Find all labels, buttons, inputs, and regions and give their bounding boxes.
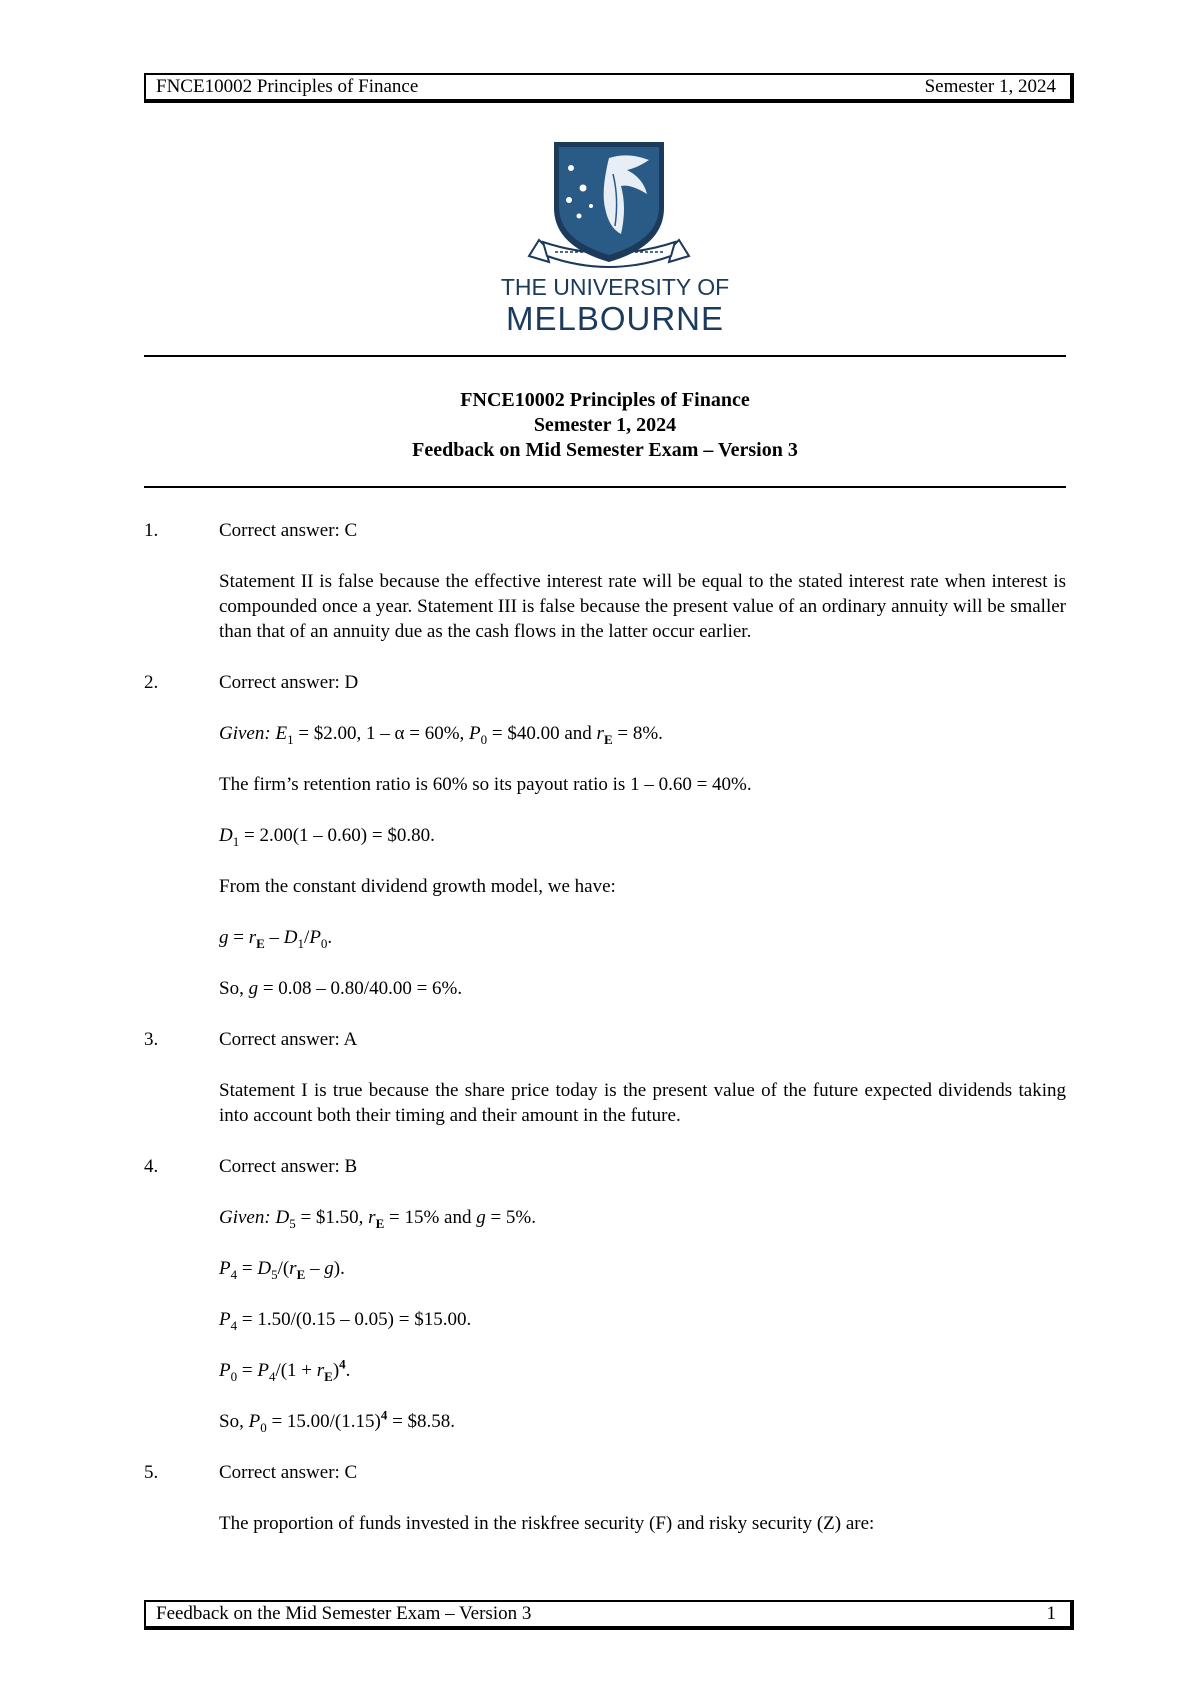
wordmark-line2: MELBOURNE [505,300,725,337]
divider-bottom [144,486,1066,488]
question-number: 3. [144,1029,159,1050]
title-feedback: Feedback on Mid Semester Exam – Version 3 [412,439,798,461]
p4-formula: $P_4 = D_5/(r_E - g)$. [219,1258,345,1282]
given-label: Given: [219,723,271,744]
divider-top [144,355,1066,357]
header-course: FNCE10002 Principles of Finance [156,76,419,97]
correct-answer: Correct answer: C [219,520,358,541]
d1-line: $D_1 = 2.00(1 - 0.60)$ = $0.80. [219,825,435,849]
question-number: 4. [144,1156,159,1177]
question-4 [144,1154,1066,1434]
header-semester: Semester 1, 2024 [924,76,1056,97]
running-header [144,73,1074,103]
given-e1: = $2.00, 1 – α = 60%, [298,723,465,744]
given-line: Given: $E_1$ = $2.00, 1 – α = 60%, $P_0$ = $40.00 and $r_E = 8\%$. [219,723,663,747]
footer-title: Feedback on the Mid Semester Exam – Version 3 [156,1603,532,1624]
correct-answer: Correct answer: D [219,672,359,693]
g-calc: So, g = 0.08 – 0.80/40.00 = 6%. [219,978,463,999]
correct-answer: Correct answer: B [219,1156,358,1177]
question-1 [144,518,1066,644]
title-semester: Semester 1, 2024 [533,414,677,436]
explanation: The proportion of funds invested in the riskfree security (F) and risky security (Z) are: [219,1513,875,1534]
question-5 [144,1460,1066,1536]
university-wordmark [495,276,735,335]
question-number: 5. [144,1462,159,1483]
p0-formula: $P_0 = P_4/(1 + r_E)^4$. [219,1356,351,1384]
document-title [144,388,1066,463]
retention-line: The firm’s retention ratio is 60% so its payout ratio is 1 – 0.60 = 40%. [219,774,752,795]
question-number: 2. [144,672,159,693]
question-2 [144,670,1066,1001]
explanation: Statement I is true because the share price today is the present value of the future expected dividends taking into account both their timing and their amount in the future. [219,1080,1066,1126]
correct-answer: Correct answer: A [219,1029,358,1050]
feedback-body [144,518,1066,1562]
question-number: 1. [144,520,159,541]
p4-calc: $P_4 = 1.50/(0.15 - 0.05)$ = $15.00. [219,1309,472,1333]
title-course: FNCE10002 Principles of Finance [460,389,750,411]
question-3 [144,1027,1066,1128]
given-line: Given: $D_5$ = $1.50, $r_E = 15\%$ and g = 5%. [219,1207,537,1231]
g-formula: $g = r_E - D_1/P_0$. [219,927,333,951]
given-p0: = $40.00 and [491,723,592,744]
page-number: 1 [1046,1603,1056,1624]
running-footer [144,1600,1074,1630]
correct-answer: Correct answer: C [219,1462,358,1483]
explanation: Statement II is false because the effective interest rate will be equal to the stated interest rate when interest is compounded once a year. Statement III is false because the present value of an ordinary annuity will be smaller than that of an annuity due as the cash flows in the latter occur earlier. [219,571,1066,642]
p0-calc: So, $P_0 = 15.00/(1.15)^4$ = $8.58. [219,1407,456,1435]
model-line: From the constant dividend growth model, we have: [219,876,616,897]
given-re: = 8%. [617,723,663,744]
d1-calc: = 2.00(1 – 0.60) = $0.80. [243,825,435,846]
wordmark-line1: THE UNIVERSITY OF [500,274,730,300]
